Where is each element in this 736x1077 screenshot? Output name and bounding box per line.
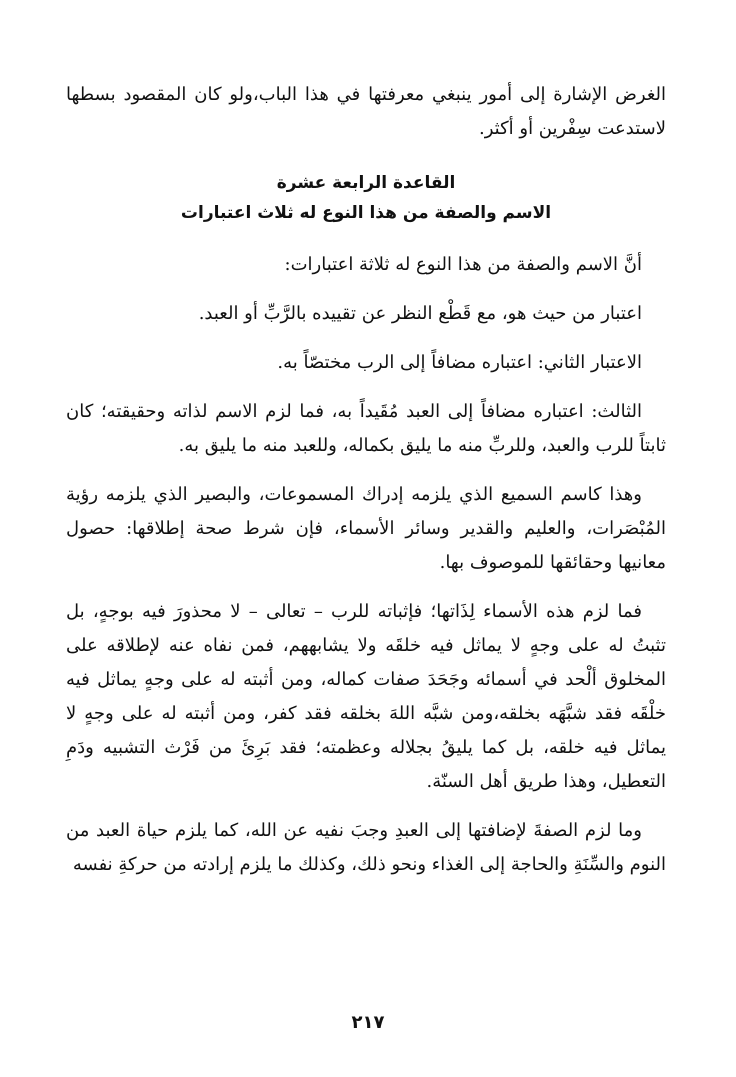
paragraph-3: الاعتبار الثاني: اعتباره مضافاً إلى الرب مختصّاً به. (277, 352, 642, 373)
rule-subtitle: الاسم والصفة من هذا النوع له ثلاث اعتبارات (180, 203, 552, 223)
page-number: ٢١٧ (351, 1012, 385, 1033)
paragraph-7: وما لزم الصفةَ لإضافتها إلى العبدِ وجبَ نفيه عن الله، كما يلزم حياة العبد من النوم والسِّنَةِ والحاجة إلى الغذاء ونحو ذلك، وكذلك ما يلزم إرادته من حركةِ نفسه (66, 820, 666, 875)
paragraph-4: الثالث: اعتباره مضافاً إلى العبد مُقَيداً به، فما لزم الاسم لذاته وحقيقته؛ كان ثابتاً للرب والعبد، وللربِّ منه ما يليق بكماله، وللعبد منه ما يليق به. (66, 401, 666, 456)
page-body (66, 78, 666, 897)
intro-paragraph: الغرض الإشارة إلى أمور ينبغي معرفتها في هذا الباب،ولو كان المقصود بسطها لاستدعت سِفْرين أو أكثر. (66, 84, 666, 139)
paragraph-5: وهذا كاسم السميع الذي يلزمه إدراك المسموعات، والبصير الذي يلزمه رؤية المُبْصَرات، والعليم والقدير وسائر الأسماء، فإن شرط صحة إطلاقها: حصول معانيها وحقائقها للموصوف بها. (66, 484, 666, 573)
paragraph-2: اعتبار من حيث هو، مع قَطْع النظر عن تقييده بالرَّبِّ أو العبد. (198, 303, 642, 324)
paragraph-6: فما لزم هذه الأسماء لِذَاتها؛ فإثباته للرب – تعالى – لا محذورَ فيه بوجهٍ، بل تثبتُ له على وجهٍ لا يماثل فيه خلقَه ولا يشابههم، فمن نفاه عنه لإطلاقه على المخلوق ألْحد في أسمائه وجَحَدَ صفات كماله، ومن أثبته له على وجهٍ يماثل فيه خلْقَه فقد شبَّهَه بخلقه،ومن شبَّه اللهَ بخلقه فقد كفر، ومن أثبته له على وجهٍ لا يماثل فيه خلقه، بل كما يليقُ بجلاله وعظمته؛ فقد بَرِئَ من فَرْث التشبيه ودَمِ التعطيل، وهذا طريق أهل السنّة. (66, 601, 666, 792)
paragraph-1: أنَّ الاسم والصفة من هذا النوع له ثلاثة اعتبارات: (284, 254, 642, 275)
rule-title: القاعدة الرابعة عشرة (276, 173, 456, 193)
